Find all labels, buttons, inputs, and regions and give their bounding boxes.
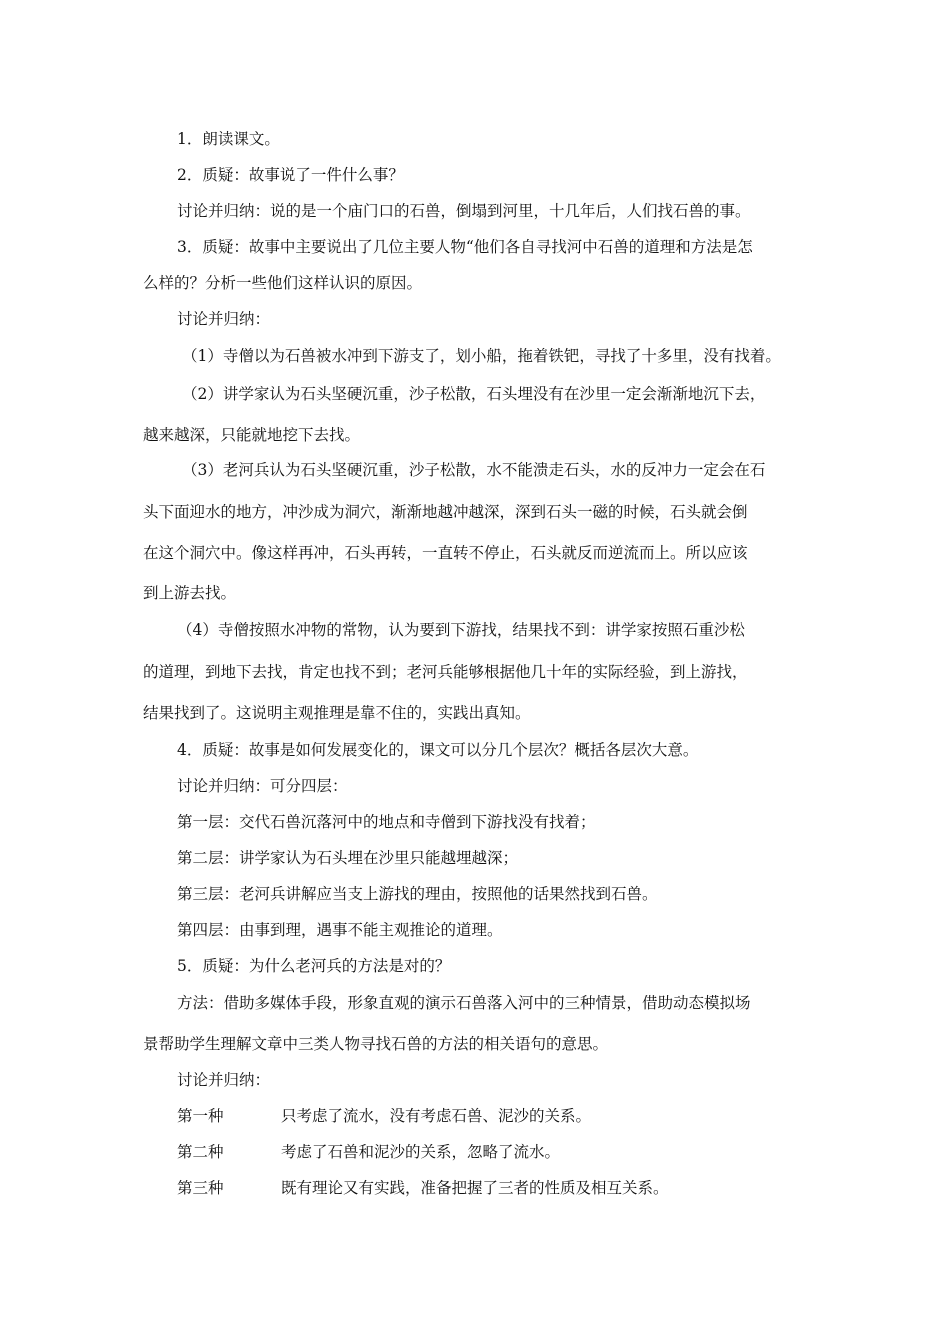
kind-row-3: [177, 1178, 669, 1198]
point-2-cont: 越来越深，只能就地挖下去找。: [143, 426, 361, 444]
kind-desc: 只考虑了流水，没有考虑石兽、泥沙的关系。: [281, 1107, 592, 1125]
kind-desc: 既有理论又有实践，准备把握了三者的性质及相互关系。: [281, 1179, 669, 1197]
point-4-cont-1: 的道理，到地下去找，肯定也找不到；老河兵能够根据他几十年的实际经验，到上游找，: [143, 663, 748, 681]
point-4-cont-2: 结果找到了。这说明主观推理是靠不住的，实践出真知。: [143, 704, 531, 722]
layer-3: 第三层：老河兵讲解应当支上游找的理由，按照他的话果然找到石兽。: [177, 885, 658, 903]
kind-term: 第一种: [177, 1107, 224, 1125]
question-2: 2．质疑：故事说了一件什么事？: [177, 166, 404, 184]
point-1: （1）寺僧以为石兽被水冲到下游支了，划小船，拖着铁钯，寻找了十多里，没有找着。: [182, 347, 781, 365]
kind-row-1: [177, 1106, 591, 1126]
kind-desc: 考虑了石兽和泥沙的关系，忽略了流水。: [281, 1143, 561, 1161]
method-cont: 景帮助学生理解文章中三类人物寻找石兽的方法的相关语句的意思。: [143, 1035, 609, 1053]
question-3-cont: 么样的？分析一些他们这样认识的原因。: [143, 274, 423, 292]
step-1-read: 1．朗读课文。: [177, 130, 280, 148]
answer-2: 讨论并归纳：说的是一个庙门口的石兽，倒塌到河里，十几年后，人们找石兽的事。: [177, 202, 751, 220]
layer-4: 第四层：由事到理，遇事不能主观推论的道理。: [177, 921, 503, 939]
kind-term: 第二种: [177, 1143, 224, 1161]
point-3-cont-2: 在这个洞穴中。像这样再冲，石头再转，一直转不停止，石头就反而逆流而上。所以应该: [143, 544, 748, 562]
point-3-cont-1: 头下面迎水的地方，冲沙成为洞穴，渐渐地越冲越深，深到石头一磁的时候，石头就会倒: [143, 503, 748, 521]
method: 方法：借助多媒体手段，形象直观的演示石兽落入河中的三种情景，借助动态模拟场: [177, 994, 751, 1012]
kind-term: 第三种: [177, 1179, 224, 1197]
discussion-heading: 讨论并归纳：: [177, 310, 271, 328]
point-2: （2）讲学家认为石头坚硬沉重，沙子松散，石头埋没有在沙里一定会渐渐地沉下去，: [182, 385, 766, 403]
question-5: 5．质疑：为什么老河兵的方法是对的？: [177, 957, 451, 975]
question-4: 4．质疑：故事是如何发展变化的，课文可以分几个层次？概括各层次大意。: [177, 741, 699, 759]
point-4: （4）寺僧按照水冲物的常物，认为要到下游找，结果找不到：讲学家按照石重沙松: [177, 621, 745, 639]
discussion-heading-2: 讨论并归纳：: [177, 1071, 271, 1089]
layer-2: 第二层：讲学家认为石头埋在沙里只能越埋越深；: [177, 849, 519, 867]
layer-1: 第一层：交代石兽沉落河中的地点和寺僧到下游找没有找着；: [177, 813, 596, 831]
kind-row-2: [177, 1142, 560, 1162]
point-3: （3）老河兵认为石头坚硬沉重，沙子松散，水不能溃走石头，水的反冲力一定会在石: [182, 461, 766, 479]
answer-4: 讨论并归纳：可分四层：: [177, 777, 348, 795]
point-3-cont-3: 到上游去找。: [143, 584, 237, 602]
question-3: 3．质疑：故事中主要说出了几位主要人物“他们各自寻找河中石兽的道理和方法是怎: [177, 238, 753, 256]
